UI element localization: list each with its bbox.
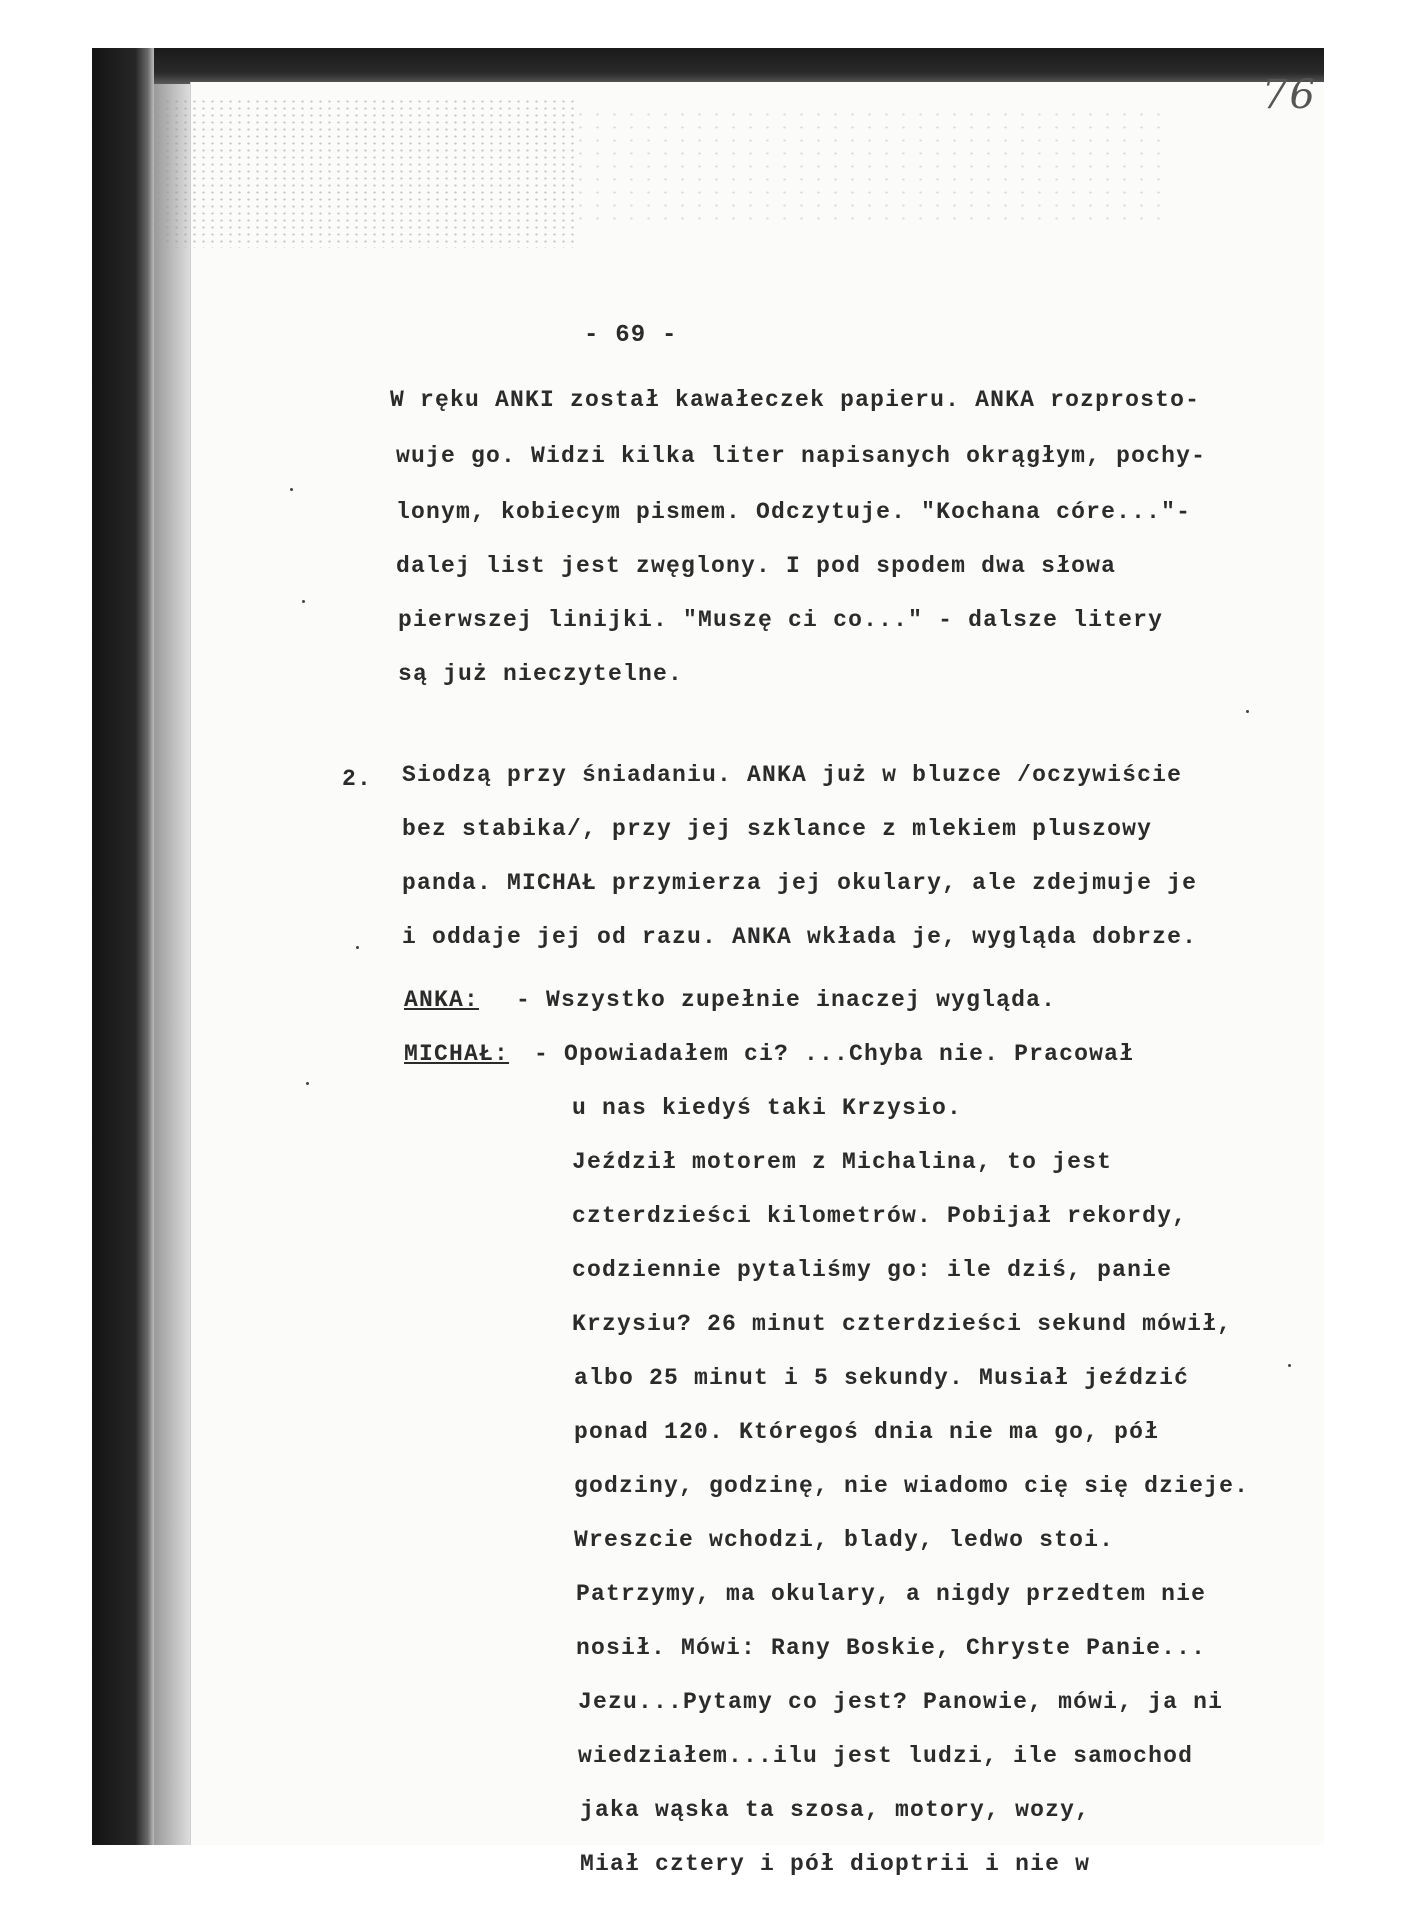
- handwritten-page-number: 76: [1262, 72, 1317, 118]
- dialogue-line: - Opowiadałem ci? ...Chyba nie. Pracował: [534, 1041, 1135, 1067]
- speaker-label-anka: ANKA:: [404, 987, 480, 1013]
- text-line: dalej list jest zwęglony. I pod spodem dwa słowa: [396, 553, 1117, 579]
- dialogue-line: czterdzieści kilometrów. Pobijał rekordy,: [572, 1203, 1188, 1229]
- toner-dot: [1246, 710, 1249, 713]
- dialogue-line: Patrzymy, ma okulary, a nigdy przedtem nie: [576, 1581, 1207, 1607]
- scene-number: 2.: [342, 766, 373, 792]
- toner-speckle: [154, 98, 574, 248]
- text-line: Siodzą przy śniadaniu. ANKA już w bluzce /oczywiście: [402, 762, 1183, 788]
- binding-shadow: [154, 84, 190, 1845]
- dialogue-line: Wreszcie wchodzi, blady, ledwo stoi.: [574, 1527, 1115, 1553]
- speaker-label-michal: MICHAŁ:: [404, 1041, 510, 1067]
- dialogue-line: wiedziałem...ilu jest ludzi, ile samochod: [578, 1743, 1194, 1769]
- toner-dot: [356, 946, 359, 949]
- dialogue-line: - Wszystko zupełnie inaczej wygląda.: [516, 987, 1057, 1013]
- dialogue-line: u nas kiedyś taki Krzysio.: [572, 1095, 963, 1121]
- text-line: pierwszej linijki. "Muszę ci co..." - dalsze litery: [398, 607, 1164, 633]
- toner-dot: [306, 1082, 309, 1085]
- dialogue-line: codziennie pytaliśmy go: ile dziś, panie: [572, 1257, 1173, 1283]
- dialogue-line: albo 25 minut i 5 sekundy. Musiał jeździć: [574, 1365, 1190, 1391]
- toner-band-left: [92, 48, 154, 1845]
- dialogue-line: Miał cztery i pół dioptrii i nie w: [580, 1851, 1091, 1877]
- toner-dot: [290, 488, 293, 491]
- text-line: wuje go. Widzi kilka liter napisanych okrągłym, pochy-: [396, 443, 1207, 469]
- text-line: i oddaje jej od razu. ANKA wkłada je, wygląda dobrze.: [402, 924, 1198, 950]
- text-line: bez stabika/, przy jej szklance z mlekiem pluszowy: [402, 816, 1153, 842]
- toner-dot: [1288, 1364, 1291, 1367]
- text-line: są już nieczytelne.: [398, 661, 684, 687]
- dialogue-line: Jezu...Pytamy co jest? Panowie, mówi, ja ni: [578, 1689, 1224, 1715]
- dialogue-line: Krzysiu? 26 minut czterdzieści sekund mówił,: [572, 1311, 1233, 1337]
- text-line: W ręku ANKI został kawałeczek papieru. ANKA rozprosto-: [390, 387, 1201, 413]
- toner-band-top: [92, 48, 1324, 84]
- text-line: lonym, kobiecym pismem. Odczytuje. "Kochana córe..."-: [396, 499, 1192, 525]
- dialogue-line: nosił. Mówi: Rany Boskie, Chryste Panie...: [576, 1635, 1207, 1661]
- typed-page-number: - 69 -: [584, 322, 678, 349]
- toner-speckle: [572, 108, 1172, 228]
- dialogue-line: jaka wąska ta szosa, motory, wozy,: [580, 1797, 1091, 1823]
- dialogue-line: godziny, godzinę, nie wiadomo cię się dzieje.: [574, 1473, 1250, 1499]
- dialogue-line: ponad 120. Któregoś dnia nie ma go, pół: [574, 1419, 1160, 1445]
- toner-dot: [302, 600, 305, 603]
- text-line: panda. MICHAŁ przymierza jej okulary, ale zdejmuje je: [402, 870, 1198, 896]
- dialogue-line: Jeździł motorem z Michalina, to jest: [572, 1149, 1113, 1175]
